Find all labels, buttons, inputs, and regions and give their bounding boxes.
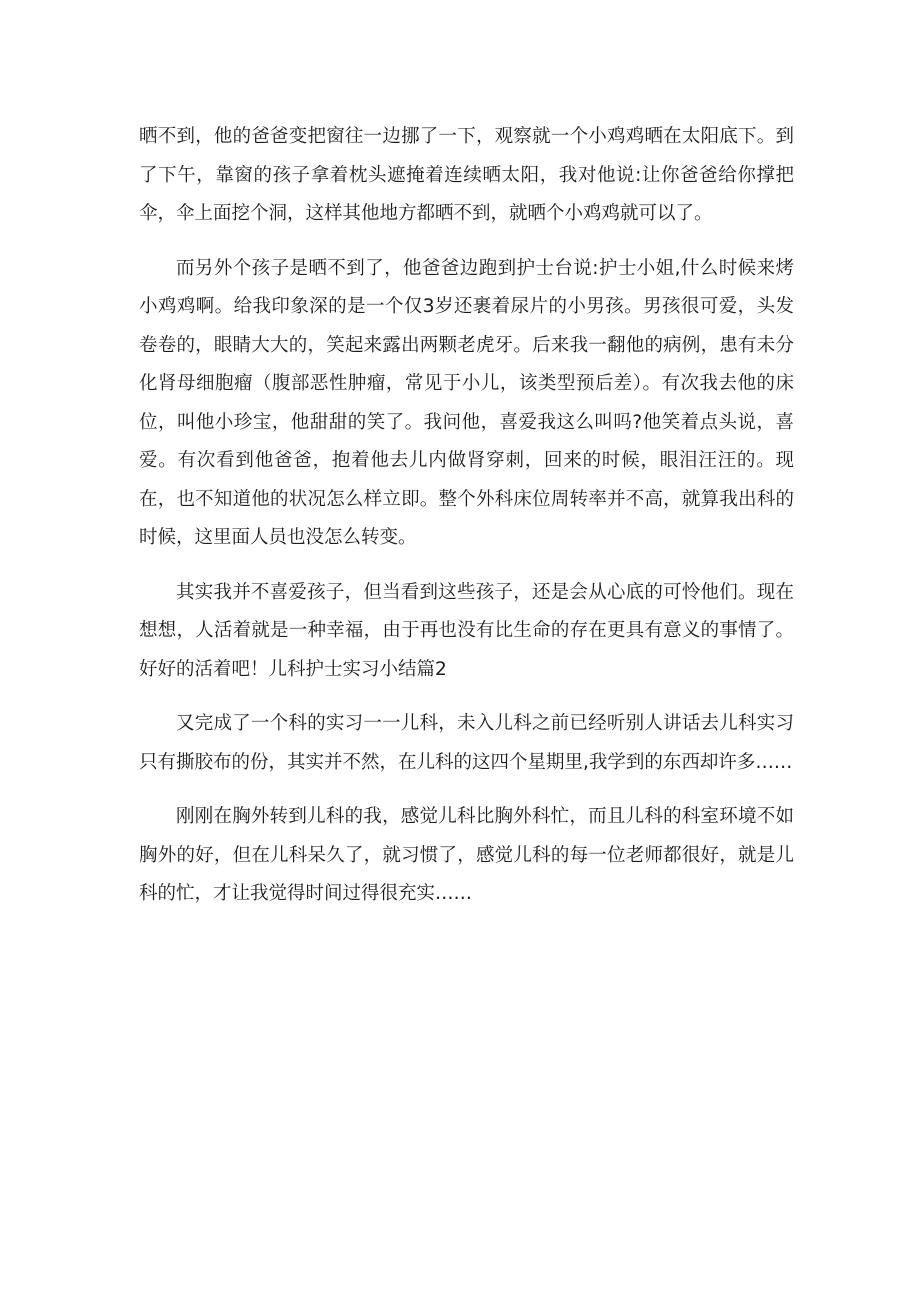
paragraph-pediatrics-intro: 又完成了一个科的实习一一儿科，未入儿科之前已经听别人讲话去儿科实习只有撕胶布的份，其实并不然，在儿科的这四个星期里,我学到的东西却许多……	[139, 713, 794, 773]
document-body	[139, 118, 794, 930]
paragraph-continuation: 晒不到，他的爸爸变把窗往一边挪了一下，观察就一个小鸡鸡晒在太阳底下。到了下午，靠窗的孩子拿着枕头遮掩着连续晒太阳，我对他说:让你爸爸给你撑把伞，伞上面挖个洞，这样其他地方都晒不到，就晒个小鸡鸡就可以了。	[139, 126, 794, 224]
paragraph-pediatrics-experience: 刚刚在胸外转到儿科的我，感觉儿科比胸外科忙，而且儿科的科室环境不如胸外的好，但在儿科呆久了，就习惯了，感觉儿科的每一位老师都很好，就是儿科的忙，才让我觉得时间过得很充实……	[139, 806, 794, 904]
paragraph-reflection: 其实我并不喜爱孩子，但当看到这些孩子，还是会从心底的可怜他们。现在想想，人活着就是一种幸福，由于再也没有比生命的存在更具有意义的事情了。好好的活着吧！儿科护士实习小结篇2	[139, 581, 794, 680]
paragraph-boy-story: 而另外个孩子是晒不到了，他爸爸边跑到护士台说:护士小姐,什么时候来烤小鸡鸡啊。给我印象深的是一个仅3岁还裹着尿片的小男孩。男孩很可爱，头发卷卷的，眼睛大大的，笑起来露出两颗老虎牙。后来我一翻他的病例，患有未分化肾母细胞瘤（腹部恶性肿瘤，常见于小儿，该类型预后差）。有次我去他的床位，叫他小珍宝，他甜甜的笑了。我问他，喜爱我这么叫吗?他笑着点头说，喜爱。有次看到他爸爸，抱着他去儿内做肾穿刺，回来的时候，眼泪汪汪的。现在，也不知道他的状况怎么样立即。整个外科床位周转率并不高，就算我出科的时候，这里面人员也没怎么转变。	[139, 257, 794, 548]
